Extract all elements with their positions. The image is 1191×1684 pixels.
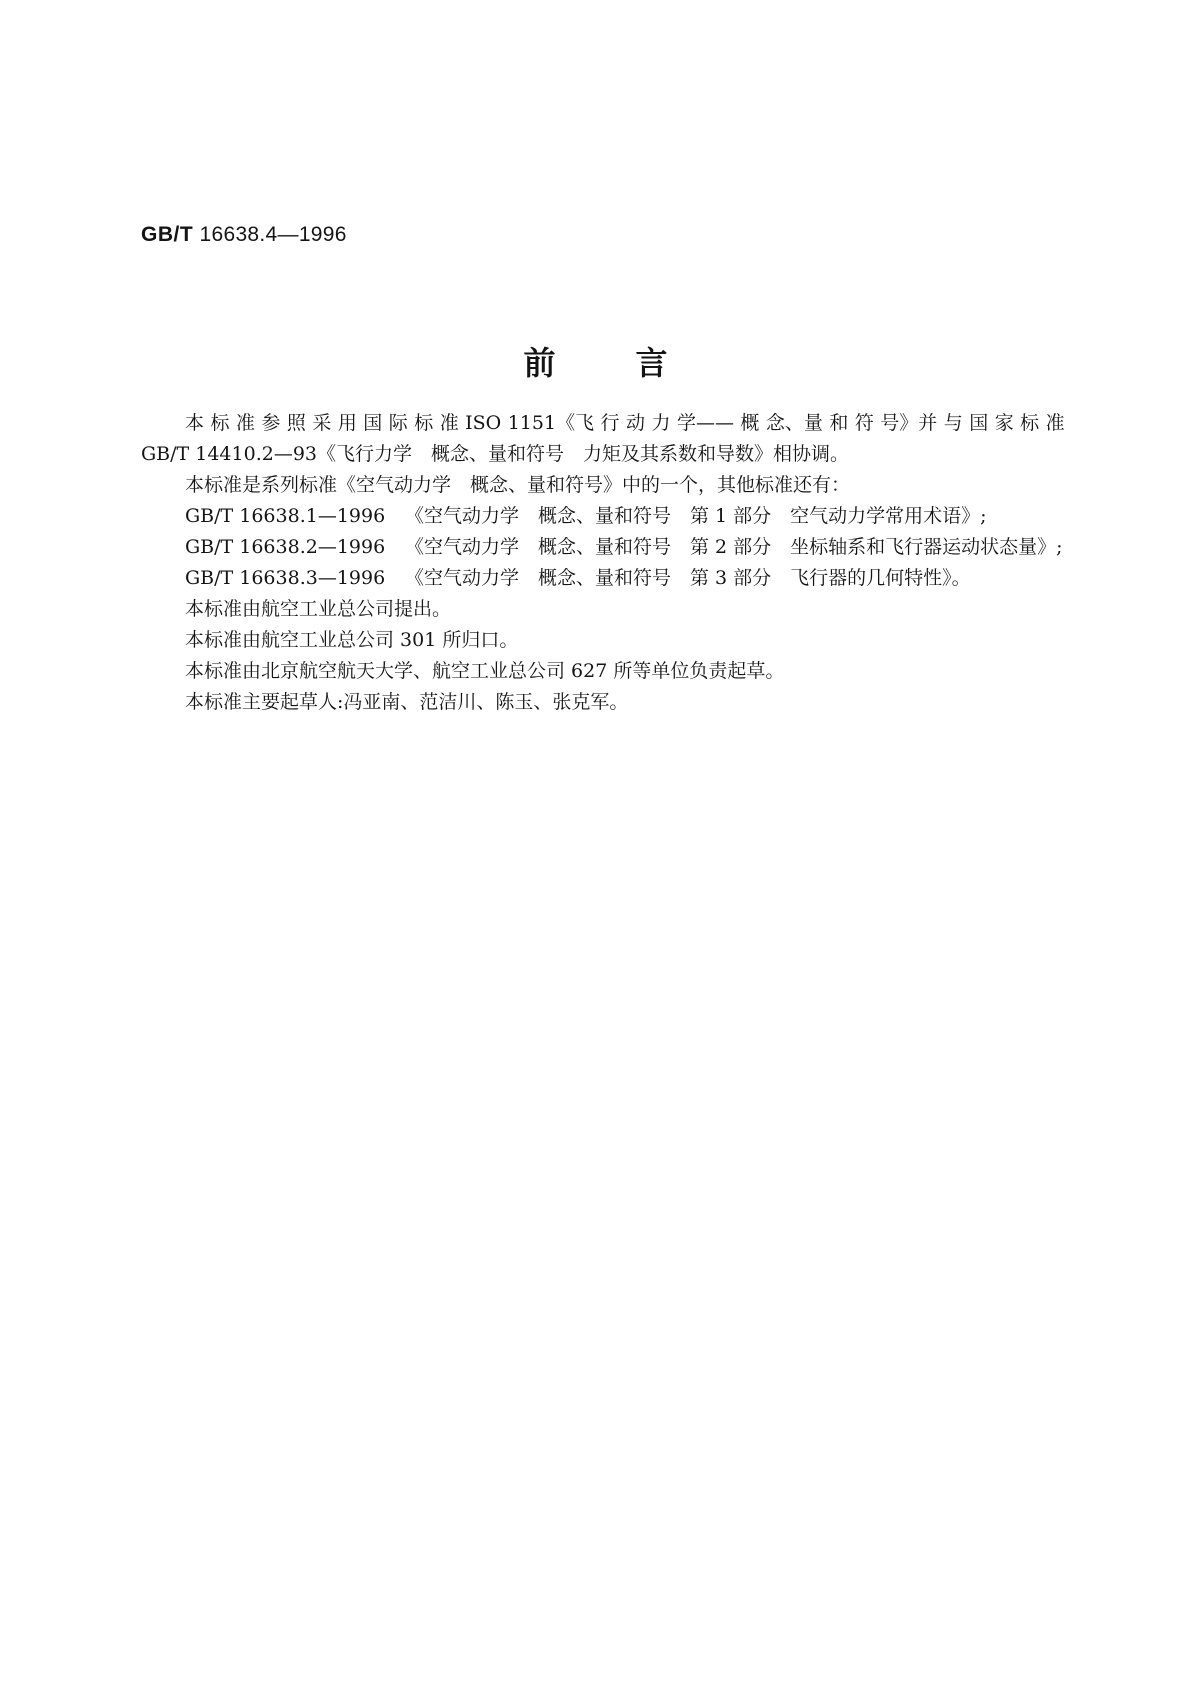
- paragraph-1-token: 准: [439, 412, 459, 434]
- paragraph-1-token: 与: [943, 412, 963, 434]
- paragraph-1-token: 号》并: [880, 412, 938, 434]
- paragraph-1-token: 准: [235, 412, 255, 434]
- paragraph-1-token: 行: [600, 412, 620, 434]
- list-item-desc: 《空气动力学 概念、量和符号 第 3 部分 飞行器的几何特性》。: [405, 567, 971, 589]
- list-item: [141, 501, 1065, 532]
- list-item-desc: 《空气动力学 概念、量和符号 第 2 部分 坐标轴系和飞行器运动状态量》;: [405, 536, 1063, 558]
- preface-body: [141, 408, 1065, 718]
- paragraph-1-token: 动: [626, 412, 646, 434]
- list-item-code: GB/T 16638.1—1996: [185, 505, 386, 527]
- paragraph-1-token: 学——: [676, 412, 734, 434]
- paragraph-1-token: 用: [337, 412, 357, 434]
- paragraph-1-token: 标: [210, 412, 230, 434]
- paragraph-2: 本标准是系列标准《空气动力学 概念、量和符号》中的一个，其他标准还有：: [185, 474, 851, 496]
- paragraph-1-token: 采: [312, 412, 332, 434]
- paragraph-1-line-2: GB/T 14410.2—93《飞行力学 概念、量和符号 力矩及其系数和导数》相协调。: [141, 443, 850, 465]
- paragraph-1-token: 1151《飞: [507, 412, 595, 434]
- paragraph-5: 本标准由北京航空航天大学、航空工业总公司 627 所等单位负责起草。: [185, 660, 785, 682]
- paragraph-1-token: ISO: [465, 412, 502, 434]
- paragraph-1-token: 参: [261, 412, 281, 434]
- paragraph-3: 本标准由航空工业总公司提出。: [185, 598, 452, 620]
- paragraph-1-token: 照: [286, 412, 306, 434]
- paragraph-1-token: 国: [363, 412, 383, 434]
- paragraph-1-token: 标: [1020, 412, 1040, 434]
- paragraph-1-token: 际: [388, 412, 408, 434]
- paragraph-1-token: 标: [414, 412, 434, 434]
- page-title: 前言: [523, 344, 748, 382]
- paragraph-1-token: 国: [969, 412, 989, 434]
- list-item-code: GB/T 16638.3—1996: [185, 567, 386, 589]
- paragraph-1-token: 本: [185, 412, 205, 434]
- standard-code-prefix: GB/T: [141, 223, 194, 246]
- standard-code-number: 16638.4—1996: [199, 223, 347, 246]
- paragraph-1-token: 力: [651, 412, 671, 434]
- list-item-code: GB/T 16638.2—1996: [185, 536, 386, 558]
- paragraph-1-line-1: [141, 408, 1065, 439]
- list-item: [141, 563, 1065, 594]
- list-item: [141, 532, 1065, 563]
- paragraph-4: 本标准由航空工业总公司 301 所归口。: [185, 629, 519, 651]
- paragraph-1-token: 符: [854, 412, 874, 434]
- standard-code-header: [141, 223, 347, 247]
- paragraph-1-token: 准: [1045, 412, 1065, 434]
- paragraph-6: 本标准主要起草人:冯亚南、范洁川、陈玉、张克军。: [185, 691, 629, 713]
- list-item-desc: 《空气动力学 概念、量和符号 第 1 部分 空气动力学常用术语》;: [405, 505, 987, 527]
- paragraph-1-token: 和: [829, 412, 849, 434]
- paragraph-1-token: 家: [994, 412, 1014, 434]
- paragraph-1-token: 概: [740, 412, 760, 434]
- paragraph-1-token: 念、量: [765, 412, 823, 434]
